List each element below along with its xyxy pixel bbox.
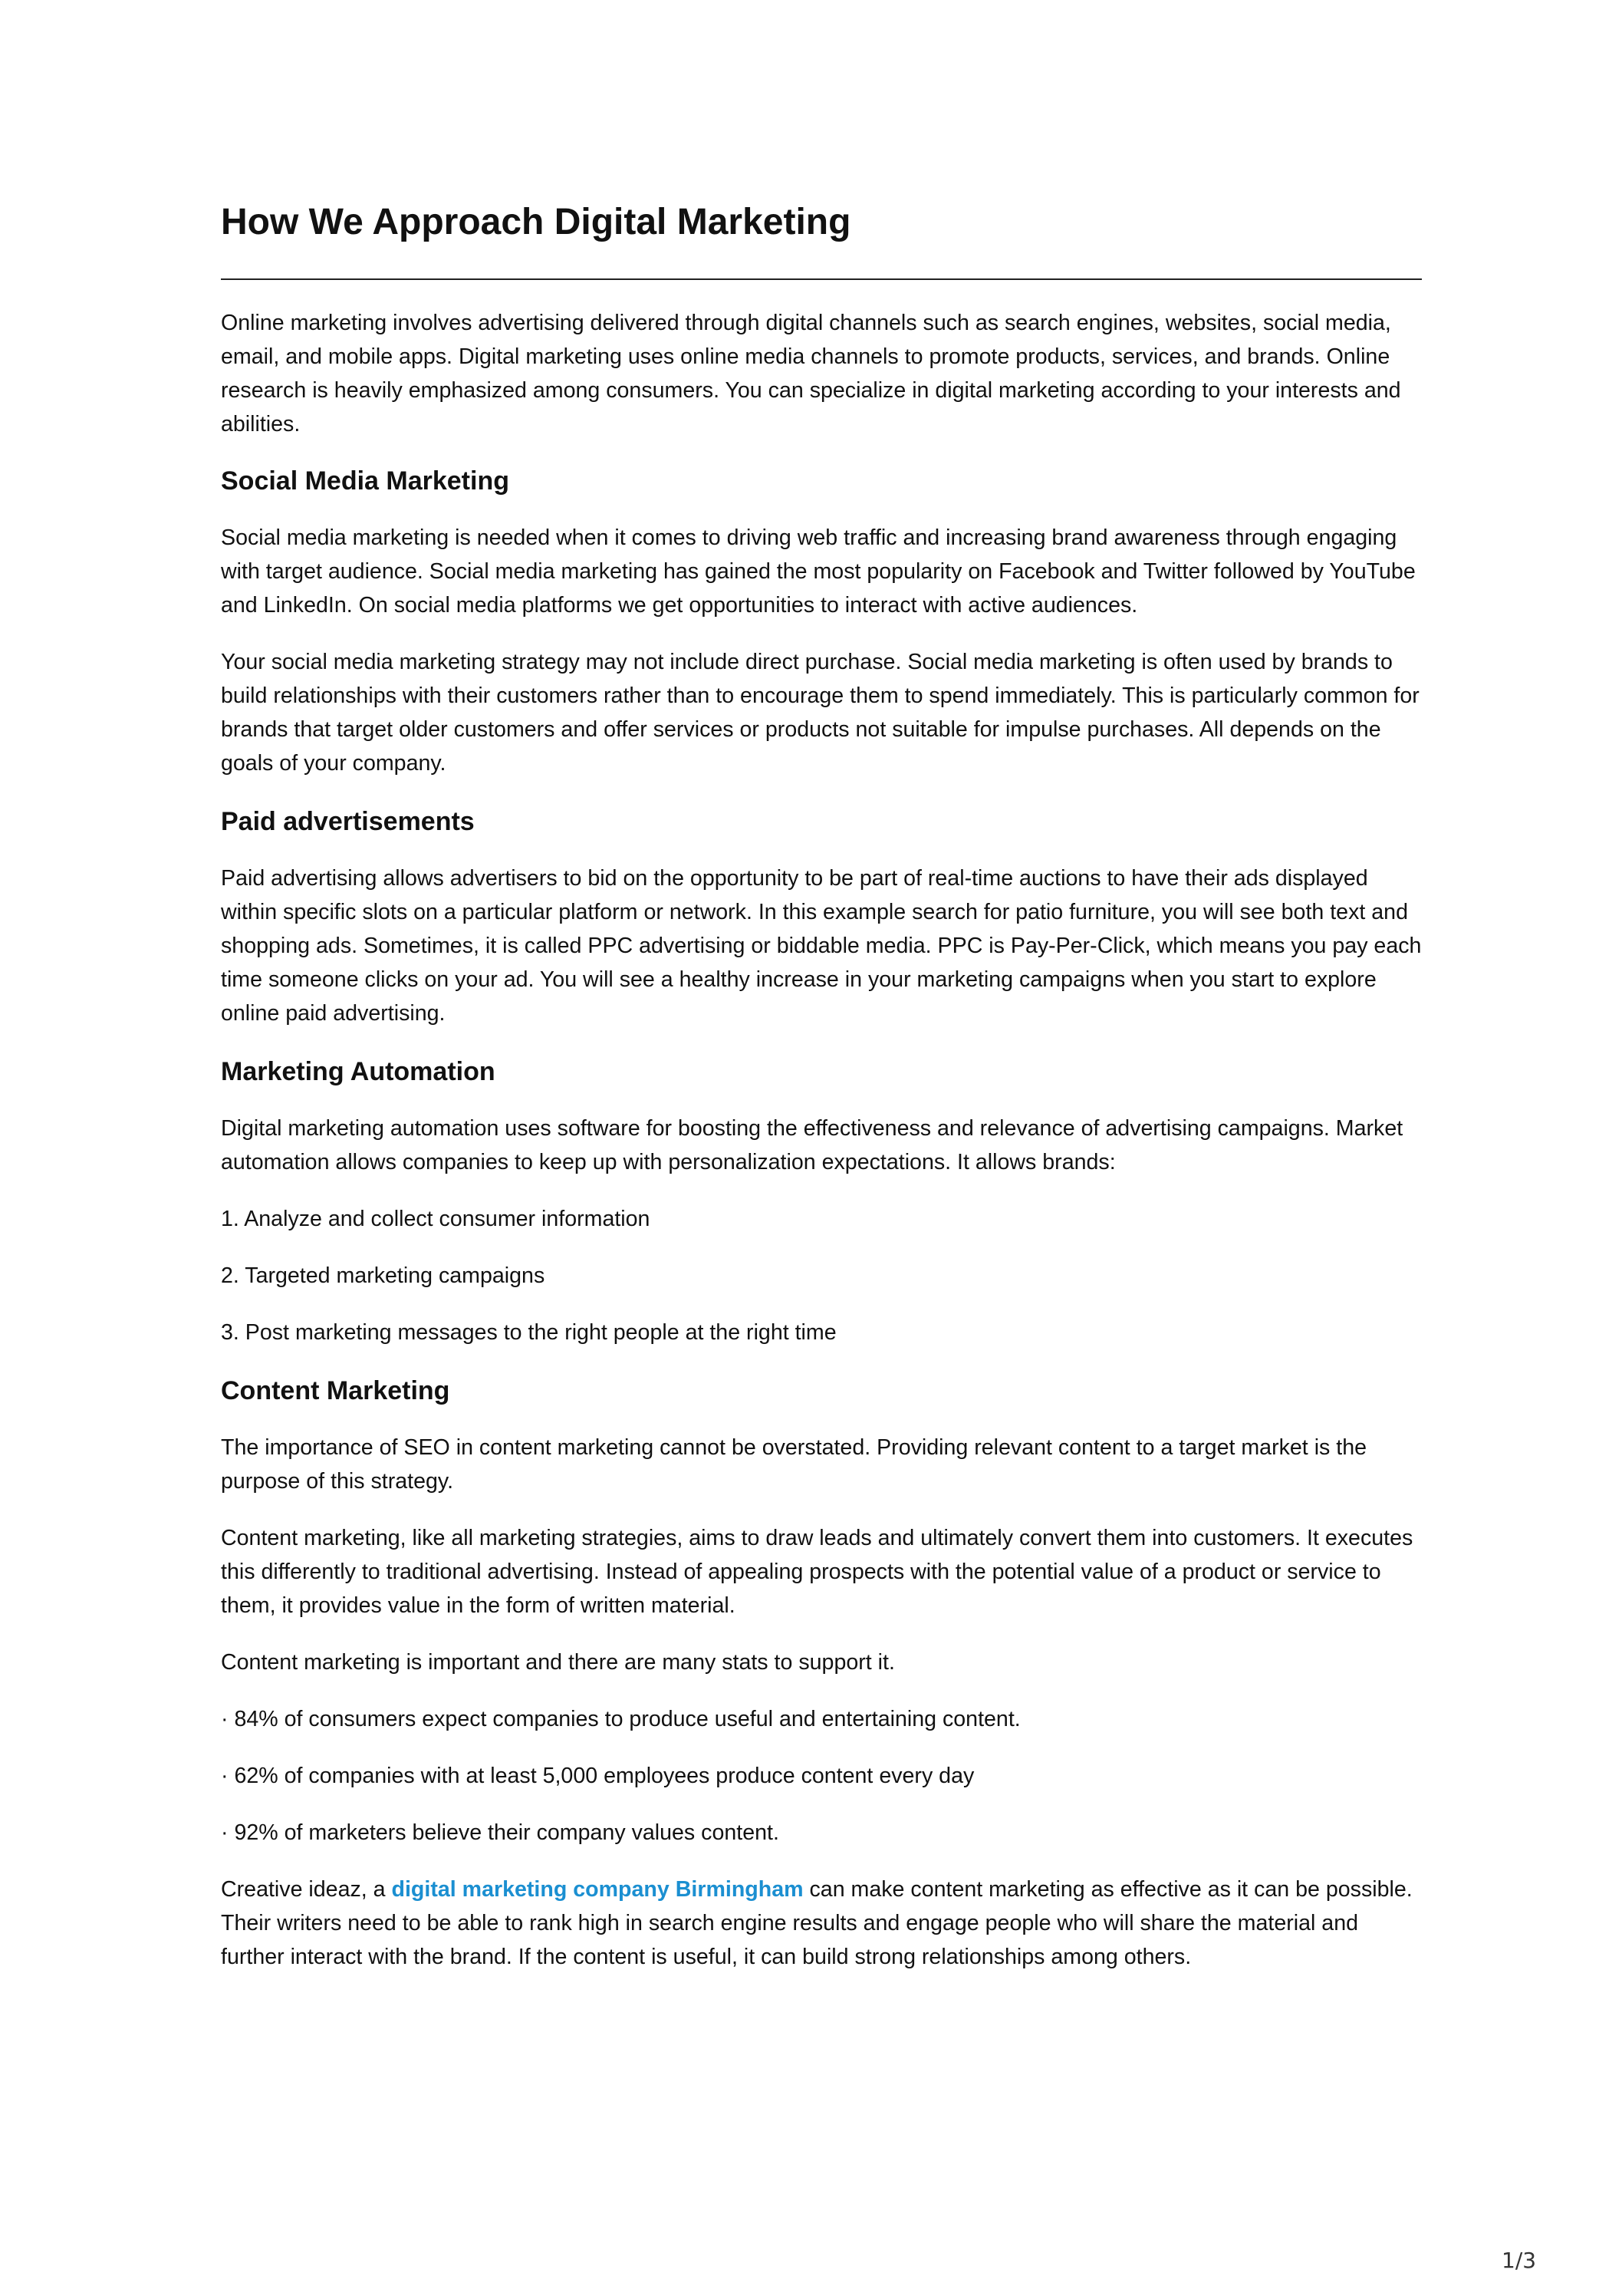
stat-item: · 84% of consumers expect companies to produce useful and entertaining content. bbox=[221, 1707, 1021, 1731]
closing-prefix: Creative ideaz, a bbox=[221, 1877, 392, 1902]
list-item: 3. Post marketing messages to the right people at the right time bbox=[221, 1320, 837, 1345]
stat-item: · 62% of companies with at least 5,000 employees produce content every day bbox=[221, 1764, 975, 1788]
list-item: 2. Targeted marketing campaigns bbox=[221, 1263, 545, 1288]
content-paragraph-1: The importance of SEO in content marketing cannot be overstated. Providing relevant content to a target market is the purpose of this strategy. bbox=[221, 1435, 1367, 1494]
closing-paragraph bbox=[221, 1873, 1422, 1974]
paid-ads-heading: Paid advertisements bbox=[221, 807, 475, 836]
company-link[interactable]: digital marketing company Birmingham bbox=[391, 1877, 804, 1902]
paid-ads-paragraph: Paid advertising allows advertisers to bid on the opportunity to be part of real-time auctions to have their ads displayed within specific slots on a particular platform or network. In this example search for patio furniture, you will see both text and shopping ads. Sometimes, it is called PPC advertising or biddable media. PPC is Pay-Per-Click, which means you pay each time someone clicks on your ad. You will see a healthy increase in your marketing campaigns when you start to explore online paid advertising. bbox=[221, 866, 1422, 1026]
page-title: How We Approach Digital Marketing bbox=[221, 202, 851, 242]
page-number: 1/3 bbox=[1502, 2248, 1537, 2273]
content-paragraph-2: Content marketing, like all marketing strategies, aims to draw leads and ultimately convert them into customers. It executes this differently to traditional advertising. Instead of appealing prospects with the potential value of a product or service to them, it provides value in the form of written material. bbox=[221, 1526, 1413, 1618]
social-media-paragraph-1: Social media marketing is needed when it comes to driving web traffic and increasing brand awareness through engaging with target audience. Social media marketing has gained the most popularity on Facebook and Twitter followed by YouTube and LinkedIn. On social media platforms we get opportunities to interact with active audiences. bbox=[221, 525, 1416, 618]
title-divider bbox=[221, 278, 1422, 280]
automation-heading: Marketing Automation bbox=[221, 1057, 495, 1086]
content-paragraph-3: Content marketing is important and there are many stats to support it. bbox=[221, 1650, 895, 1675]
social-media-heading: Social Media Marketing bbox=[221, 466, 509, 496]
intro-paragraph: Online marketing involves advertising delivered through digital channels such as search engines, websites, social media, email, and mobile apps. Digital marketing uses online media channels to promote products, services, and brands. Online research is heavily emphasized among consumers. You can specialize in digital marketing according to your interests and abilities. bbox=[221, 311, 1401, 436]
stat-item: · 92% of marketers believe their company values content. bbox=[221, 1820, 779, 1845]
automation-paragraph: Digital marketing automation uses software for boosting the effectiveness and relevance of advertising campaigns. Market automation allows companies to keep up with personalization expectations. It allows brands: bbox=[221, 1116, 1403, 1174]
content-marketing-heading: Content Marketing bbox=[221, 1376, 450, 1405]
social-media-paragraph-2: Your social media marketing strategy may not include direct purchase. Social media marketing is often used by brands to build relationships with their customers rather than to encourage them to spend immediately. This is particularly common for brands that target older customers and offer services or products not suitable for impulse purchases. All depends on the goals of your company. bbox=[221, 650, 1420, 776]
document-page bbox=[221, 196, 1422, 1997]
closing-suffix: can make content marketing as effective as it can be possible. Their writers need to be able to rank high in search engine results and engage people who will share the material and further interact with the brand. If the content is useful, it can build strong relationships among others. bbox=[221, 1877, 1413, 1969]
list-item: 1. Analyze and collect consumer information bbox=[221, 1207, 650, 1231]
